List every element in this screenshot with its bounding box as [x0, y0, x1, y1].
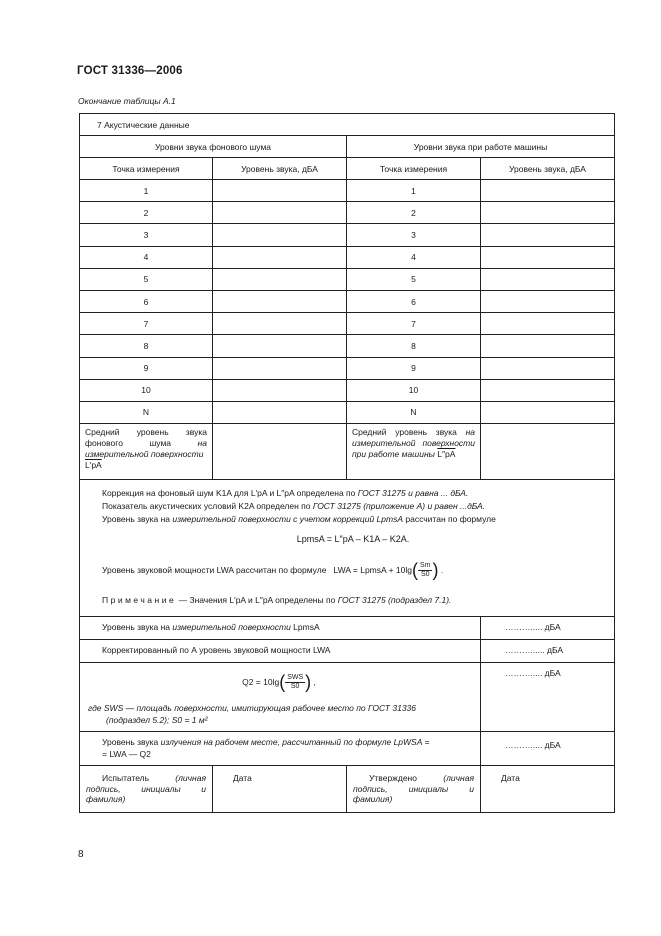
table-row	[80, 335, 615, 357]
point-number: 10	[347, 379, 481, 401]
point-number: 2	[347, 202, 481, 224]
page-title: ГОСТ 31336—2006	[77, 65, 183, 77]
level-cell[interactable]	[481, 357, 615, 379]
surface-level-label: Уровень звука на измерительной поверхности LpmsA	[80, 616, 481, 639]
corrected-level-line: Уровень звука на измерительной поверхности с учетом коррекций LpmsA рассчитан по формуле	[102, 514, 496, 525]
point-number: 8	[347, 335, 481, 357]
level-cell[interactable]	[481, 224, 615, 246]
point-number: 1	[347, 180, 481, 202]
point-number: 7	[347, 313, 481, 335]
mean-background-symbol: L′pA	[85, 459, 102, 470]
table-row	[80, 401, 615, 423]
table-row	[80, 313, 615, 335]
acoustic-data-table	[79, 113, 615, 813]
level-cell[interactable]	[213, 401, 347, 423]
group-header-operation: Уровни звука при работе машины	[347, 136, 615, 158]
formula-lwa: LWA = LpmsA + 10lg( $\frac{Sm}{S0}$ ) .	[333, 559, 444, 580]
point-number: N	[80, 401, 213, 423]
tester-label: Испытатель (личная подпись, инициалы и фамилия)	[80, 766, 213, 813]
point-number: 7	[80, 313, 213, 335]
table-row	[80, 202, 615, 224]
level-cell[interactable]	[481, 202, 615, 224]
level-cell[interactable]	[213, 357, 347, 379]
q2-where-line-2: (подраздел 5.2); S0 = 1 м²	[106, 715, 208, 726]
point-number: 3	[347, 224, 481, 246]
point-number: 4	[347, 246, 481, 268]
note-line: Примечание — Значения L′pA и L″pA определены по ГОСТ 31275 (подраздел 7.1).	[102, 595, 452, 606]
level-cell[interactable]	[481, 401, 615, 423]
table-row	[80, 357, 615, 379]
power-level-value[interactable]: ………...... дБА	[481, 639, 615, 662]
table-row	[80, 290, 615, 312]
point-number: N	[347, 401, 481, 423]
mean-operation-text: Средний уровень звука	[352, 427, 466, 438]
point-number: 9	[347, 357, 481, 379]
emission-level-label: Уровень звука излучения на рабочем месте, рассчитанный по формуле LpWSA = = LWA — Q2	[80, 732, 481, 766]
column-header-point: Точка измерения	[347, 158, 481, 180]
level-cell[interactable]	[481, 335, 615, 357]
point-number: 5	[80, 268, 213, 290]
conditions-line: Показатель акустических условий K2A определен по ГОСТ 31275 (приложение А) и равен ...дБА.	[102, 501, 486, 512]
q2-formula-block	[80, 662, 481, 732]
group-header-background: Уровни звука фонового шума	[80, 136, 347, 158]
tester-date[interactable]: Дата	[213, 766, 347, 813]
point-number: 3	[80, 224, 213, 246]
column-header-point: Точка измерения	[80, 158, 213, 180]
page-number: 8	[78, 849, 84, 860]
q2-where-line: где SWS — площадь поверхности, имитирующая рабочее место по ГОСТ 31336	[88, 702, 416, 713]
level-cell[interactable]	[481, 379, 615, 401]
mean-operation-symbol: L″pA	[437, 448, 456, 459]
table-row	[80, 180, 615, 202]
level-cell[interactable]	[481, 268, 615, 290]
level-cell[interactable]	[481, 290, 615, 312]
column-header-level: Уровень звука, дБА	[481, 158, 615, 180]
approved-date[interactable]: Дата	[481, 766, 615, 813]
level-cell[interactable]	[213, 202, 347, 224]
table-row	[80, 224, 615, 246]
level-cell[interactable]	[213, 224, 347, 246]
mean-background-italic: на измерительной поверхности	[85, 437, 207, 459]
approved-label: Утверждено (личная подпись, инициалы и фамилия)	[347, 766, 481, 813]
table-row	[80, 379, 615, 401]
point-number: 2	[80, 202, 213, 224]
point-number: 6	[80, 290, 213, 312]
emission-level-value[interactable]: ………..... дБА	[481, 732, 615, 766]
surface-level-value[interactable]: ………..... дБА	[481, 616, 615, 639]
table-row	[80, 246, 615, 268]
formula-q2: Q2 = 10lg( $\frac{\text{SWS}}{S0}$ ) ,	[242, 671, 316, 692]
point-number: 8	[80, 335, 213, 357]
formula-lpmsa: LpmsA = L″pA – K1A – K2A.	[296, 533, 410, 544]
level-cell[interactable]	[481, 246, 615, 268]
level-cell[interactable]	[213, 313, 347, 335]
point-number: 1	[80, 180, 213, 202]
mean-operation-italic: на измерительной поверхности при работе машины	[352, 427, 475, 459]
point-number: 6	[347, 290, 481, 312]
mean-operation-value[interactable]	[481, 424, 615, 480]
column-header-level: Уровень звука, дБА	[213, 158, 347, 180]
level-cell[interactable]	[213, 268, 347, 290]
correction-line: Коррекция на фоновый шум K1A для L′pA и L″pA определена по ГОСТ 31275 и равна ... дБА.	[102, 488, 469, 499]
level-cell[interactable]	[481, 180, 615, 202]
point-number: 5	[347, 268, 481, 290]
section-title: 7 Акустические данные	[80, 114, 615, 136]
mean-background-value[interactable]	[213, 424, 347, 480]
level-cell[interactable]	[213, 290, 347, 312]
table-row	[80, 268, 615, 290]
power-level-line: Уровень звуковой мощности LWA рассчитан по формуле LWA = LpmsA + 10lg( $\frac{Sm}{S0}$ ) .	[102, 559, 444, 580]
level-cell[interactable]	[481, 313, 615, 335]
point-number: 4	[80, 246, 213, 268]
calculation-notes	[80, 480, 615, 617]
q2-value[interactable]: ………..... дБА	[481, 662, 615, 732]
table-caption: Окончание таблицы А.1	[78, 96, 176, 106]
level-cell[interactable]	[213, 180, 347, 202]
power-level-label: Корректированный по А уровень звуковой мощности LWA	[80, 639, 481, 662]
level-cell[interactable]	[213, 246, 347, 268]
point-number: 10	[80, 379, 213, 401]
mean-background-text: Средний уровень звука фонового шума	[85, 427, 207, 448]
mean-background-label	[80, 424, 213, 480]
level-cell[interactable]	[213, 335, 347, 357]
level-cell[interactable]	[213, 379, 347, 401]
point-number: 9	[80, 357, 213, 379]
mean-operation-label	[347, 424, 481, 480]
